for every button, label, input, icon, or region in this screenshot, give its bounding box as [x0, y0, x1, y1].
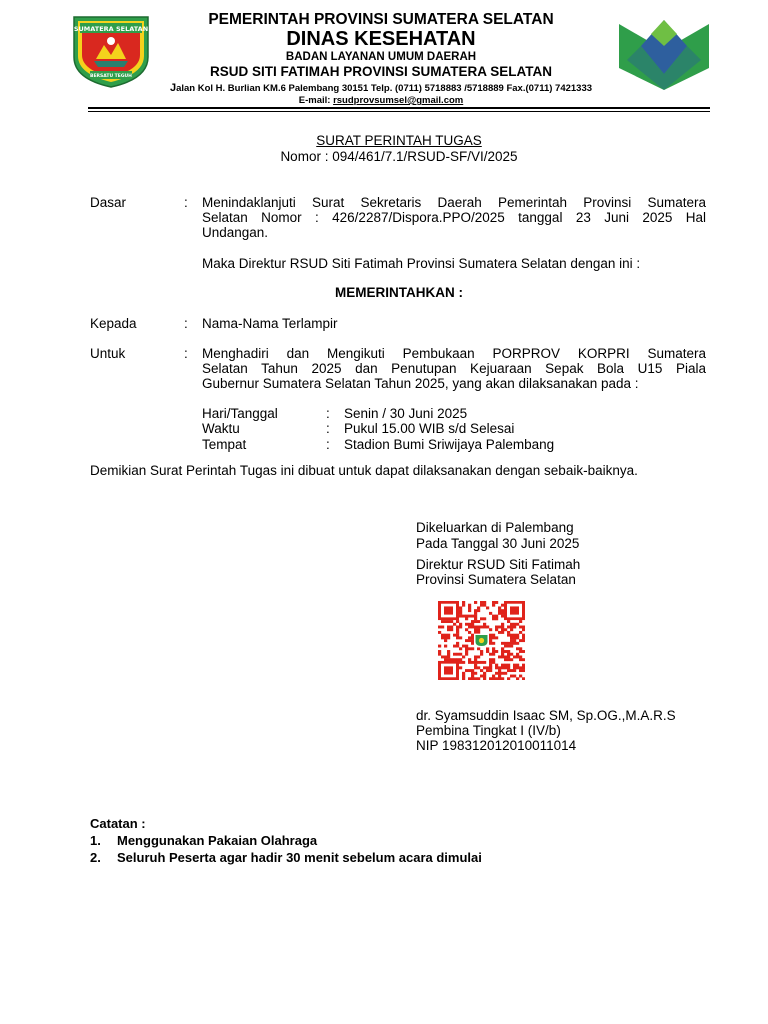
letterhead-agency: DINAS KESEHATAN: [286, 28, 476, 50]
letterhead-divider-thin: [88, 111, 710, 112]
untuk-line-1: Menghadiri dan Mengikuti Pembukaan PORPROV KORPRI Sumatera: [202, 346, 706, 361]
notes-title: Catatan :: [90, 816, 146, 831]
detail-value-time: Pukul 15.00 WIB s/d Selesai: [344, 421, 515, 436]
untuk-line-3: Gubernur Sumatera Selatan Tahun 2025, yang akan dilaksanakan pada :: [202, 376, 639, 391]
email-link[interactable]: rsudprovsumsel@gmail.com: [333, 95, 464, 106]
untuk-label: Untuk: [90, 346, 126, 361]
detail-label-place: Tempat: [202, 437, 247, 452]
email-label: E-mail:: [298, 95, 334, 106]
detail-label-time: Waktu: [202, 421, 240, 436]
detail-value-place: Stadion Bumi Sriwijaya Palembang: [344, 437, 555, 452]
kepada-colon: :: [184, 316, 188, 331]
detail-colon-time: :: [326, 421, 330, 436]
detail-colon-place: :: [326, 437, 330, 452]
issued-place: Dikeluarkan di Palembang: [416, 520, 574, 535]
qr-code-icon: [438, 601, 525, 680]
letterhead-email: [150, 95, 612, 107]
kepada-label: Kepada: [90, 316, 137, 331]
closing-statement: Demikian Surat Perintah Tugas ini dibuat untuk dapat dilaksanakan dengan sebaik-baiknya.: [90, 463, 638, 478]
letterhead: [150, 10, 612, 107]
signer-position-2: Provinsi Sumatera Selatan: [416, 572, 576, 587]
note-text: Seluruh Peserta agar hadir 30 menit sebelum acara dimulai: [117, 850, 482, 865]
untuk-line-2: Selatan Tahun 2025 dan Penutupan Kejuaraan Sepak Bola U15 Piala: [202, 361, 706, 376]
document-number: Nomor : 094/461/7.1/RSUD-SF/VI/2025: [280, 149, 518, 164]
signer-position-1: Direktur RSUD Siti Fatimah: [416, 557, 581, 572]
provincial-emblem-logo: [66, 13, 156, 89]
note-number: 1.: [90, 833, 101, 848]
letterhead-divider: [88, 107, 710, 109]
signer-name: dr. Syamsuddin Isaac SM, Sp.OG.,M.A.R.S: [416, 708, 676, 723]
letterhead-address: [150, 82, 612, 95]
qr-center-emblem: [474, 634, 489, 648]
untuk-colon: :: [184, 346, 188, 361]
signer-rank: Pembina Tingkat I (IV/b): [416, 723, 561, 738]
document-title: [88, 133, 710, 165]
dasar-follow: Maka Direktur RSUD Siti Fatimah Provinsi Sumatera Selatan dengan ini :: [202, 256, 641, 271]
dasar-line-2: Selatan Nomor : 426/2287/Dispora.PPO/2025 tanggal 23 Juni 2025 Hal: [202, 210, 706, 225]
detail-colon-day: :: [326, 406, 330, 421]
hospital-logo: [617, 16, 711, 90]
letterhead-unit: BADAN LAYANAN UMUM DAERAH: [285, 51, 477, 63]
dasar-line-1: Menindaklanjuti Surat Sekretaris Daerah Pemerintah Provinsi Sumatera: [202, 195, 706, 210]
logo-left-bottom-text: BERSATU TEGUH: [90, 74, 132, 79]
note-item: [90, 832, 317, 849]
detail-label-day: Hari/Tanggal: [202, 406, 278, 421]
note-number: 2.: [90, 850, 101, 865]
note-item: [90, 849, 482, 866]
dasar-line-3: Undangan.: [202, 225, 269, 240]
issued-date: Pada Tanggal 30 Juni 2025: [416, 536, 580, 551]
dasar-label: Dasar: [90, 195, 127, 210]
address-text: alan Kol H. Burlian KM.6 Palembang 30151 Telp. (0711) 5718883 /5718889 Fax.(0711) 7421333: [176, 83, 593, 94]
letterhead-hospital: RSUD SITI FATIMAH PROVINSI SUMATERA SELATAN: [209, 64, 552, 79]
address-initial: J: [169, 82, 177, 94]
document-heading: SURAT PERINTAH TUGAS: [316, 133, 482, 148]
detail-value-day: Senin / 30 Juni 2025: [344, 406, 468, 421]
letterhead-government: PEMERINTAH PROVINSI SUMATERA SELATAN: [208, 11, 554, 28]
logo-left-top-text: SUMATERA SELATAN: [73, 25, 149, 33]
command-heading: MEMERINTAHKAN :: [335, 285, 463, 300]
kepada-value: Nama-Nama Terlampir: [202, 316, 338, 331]
note-text: Menggunakan Pakaian Olahraga: [117, 833, 318, 848]
signer-nip: NIP 198312012010011014: [416, 738, 577, 753]
dasar-colon: :: [184, 195, 188, 210]
